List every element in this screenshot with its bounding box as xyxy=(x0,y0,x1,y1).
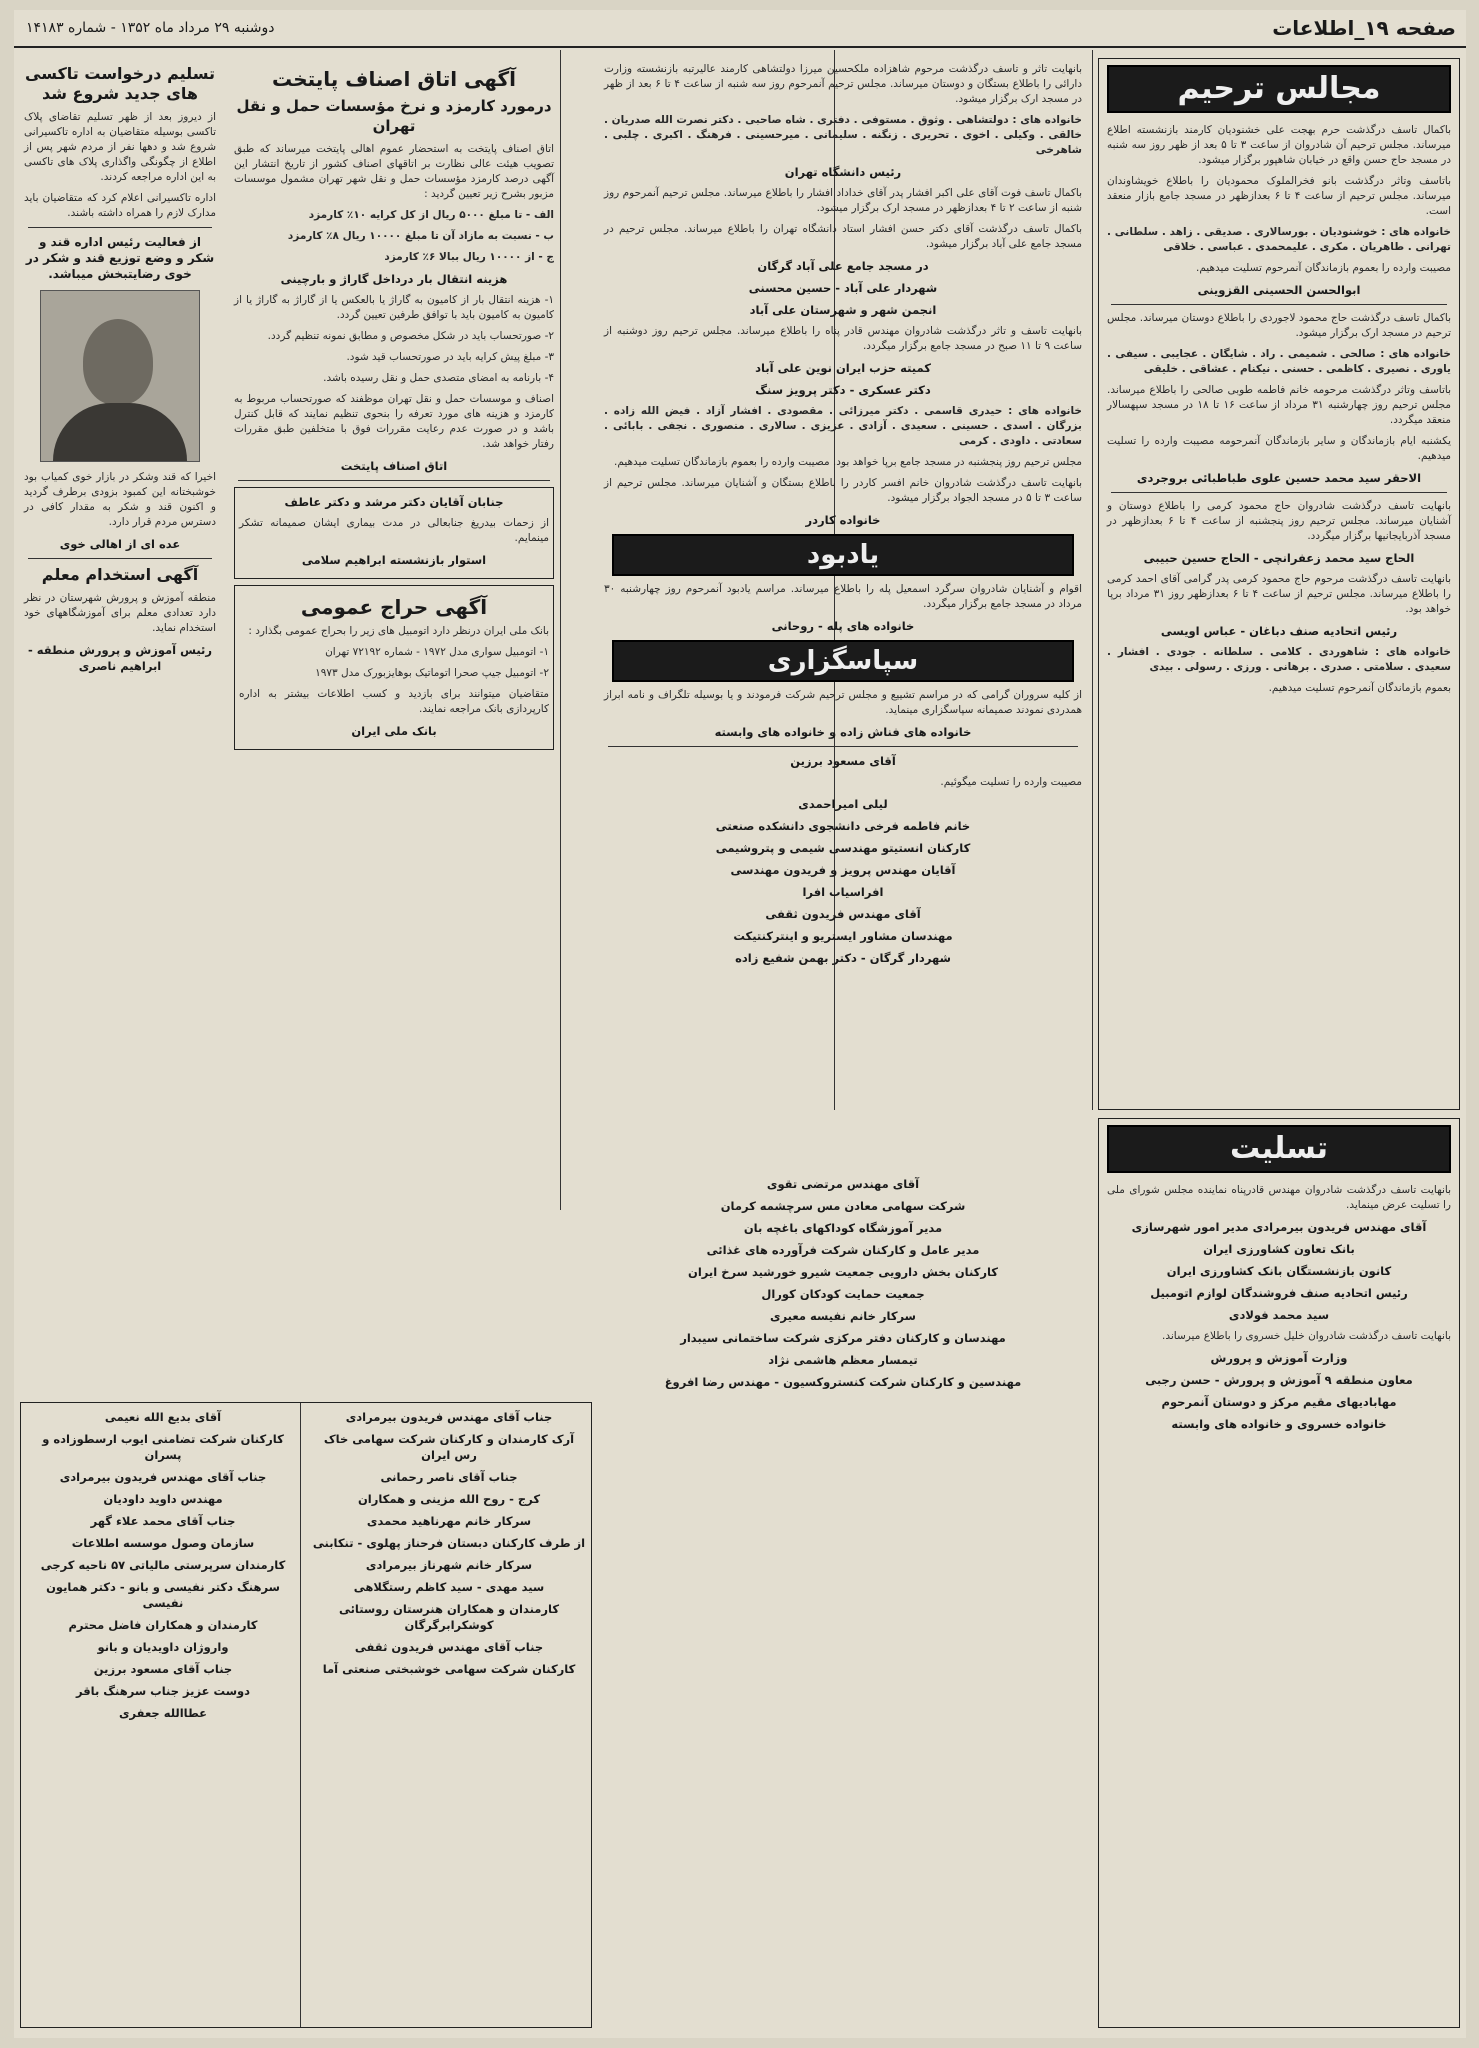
signer-name: معاون منطقه ۹ آموزش و پرورش - حسن رجبی xyxy=(1145,1373,1413,1387)
condolence-left-list xyxy=(25,1407,301,1727)
news-text: اداره تاکسیرانی اعلام کرد که متقاضیان باید مدارک لازم را همراه داشته باشند. xyxy=(24,192,216,219)
notice: بانهایت تاسف درگذشت شادروان مهندس قادرپناه نماینده مجلس شورای ملی را تسلیت عرض مینماید. xyxy=(1107,1184,1451,1211)
notice: اقوام و آشنایان شادروان سرگرد اسمعیل پله را باطلاع میرساند. مراسم یادبود آنمرحوم روز چهارشنبه ۳۰ مرداد در مسجد جامع برگزار میگردد. xyxy=(604,583,1082,610)
list-item: جناب آقای مهندس فریدون بیرمرادی xyxy=(345,1410,553,1424)
notice: اصناف و موسسات حمل و نقل تهران موظفند که صورتحساب مربوط به کارمزد و هزینه های مورد تعرفه را بنحوی تنظیم نمایند که قابل کنترل باشد و در صورت عدم رعایت مقررات فوق با متخلفین طبق مقررات رفتار خواهد شد. xyxy=(234,393,554,450)
list-item: جناب آقای ناصر رحمانی xyxy=(380,1470,518,1484)
list-item: آقای مسعود برزین xyxy=(790,754,896,768)
news-text: از دیروز بعد از ظهر تسلیم تقاضای پلاک تاکسی بوسیله متقاضیان به اداره تاکسیرانی شروع شد و دهها نفر از مردم شهر پس از اطلاع از چگونگی واگذاری پلاک های تاکسی به این اداره مراجعه کردند. xyxy=(24,111,216,183)
list-item: مهندسان مشاور ایستریو و اینترکنتیکت xyxy=(733,929,953,943)
guild-notice-column xyxy=(228,58,560,1388)
guild-notice-title: آگهی اتاق اصناف پایتخت xyxy=(272,67,516,91)
family-list: خانواده های : خوشنودیان . بورسالاری . صدیقی . زاهد . سلطانی . تهرانی . طاهریان . مکری . علیمحمدی . عباسی . خلاقی xyxy=(1107,226,1451,253)
condolence-column xyxy=(1098,1118,1460,2028)
list-item: سازمان وصول موسسه اطلاعات xyxy=(71,1536,255,1550)
list-item: سرکار خانم نفیسه معیری xyxy=(769,1309,916,1323)
portrait-photo xyxy=(40,290,200,462)
signer-name: استوار بازنشسته ابراهیم سلامی xyxy=(301,553,487,567)
list-item: آرک کارمندان و کارکنان شرکت سهامی خاک رس ایران xyxy=(323,1432,575,1462)
signer-name: بانک ملی ایران xyxy=(351,724,437,738)
signer-name: رئیس دانشگاه تهران xyxy=(784,165,902,179)
notice: باتاسف وتاثر درگذشت مرحومه خانم فاطمه طوبی صالحی را باطلاع میرساند. مجلس ترحیم روز چهارشنبه ۳۱ مرداد از ساعت ۱۶ تا ۱۸ در مسجد سپهسالار منعقد میگردد. xyxy=(1107,384,1451,426)
list-item: جناب آقای مهندس فریدون ثقفی xyxy=(354,1640,544,1654)
signer-name: خانواده های پله - روحانی xyxy=(771,619,915,633)
gratitude-heading: سپاسگزاری xyxy=(612,640,1074,682)
list-item: جناب آقای محمد علاء گهر xyxy=(90,1514,236,1528)
signer-name: شهردار علی آباد - حسین محسنی xyxy=(748,281,938,295)
list-item: تیمسار معظم هاشمی نژاد xyxy=(768,1353,918,1367)
signer-name: رئیس اتحادیه صنف دباغان - عباس اویسی xyxy=(1160,624,1398,638)
notice: اتاق اصناف پایتخت به استحضار عموم اهالی پایتخت میرساند که طبق تصویب هیئت عالی نظارت بر اتاقهای اصناف کشور از تاریخ انتشار این آگهی درصد کارمزد مؤسسات حمل و نقل شهر تهران مشمول موسسات مزبور بشرح زیر تعیین گردید : xyxy=(234,143,554,200)
notice: بانهایت تاسف درگذشت شادروان حاج محمود کرمی را باطلاع دوستان و آشنایان میرساند. مجلس ترحیم روز پنجشنبه از ساعت ۴ تا ۶ بعدازظهر در مسجد آذربایجانیها برگزار میگردد. xyxy=(1107,500,1451,542)
obituaries-column xyxy=(1098,58,1460,1110)
notices-column xyxy=(598,58,1088,1158)
signer-name: کمیته حزب ایران نوین علی آباد xyxy=(755,361,931,375)
list-item: جناب آقای مهندس فریدون بیرمرادی xyxy=(59,1470,267,1484)
memorial-heading: یادبود xyxy=(612,534,1074,576)
notice: ۳- مبلغ پیش کرایه باید در صورتحساب قید شود. xyxy=(346,351,554,363)
list-item: کارمندان و همکاران هنرستان روستائی کوشکرابرگرگان xyxy=(338,1602,560,1632)
notice: ۱- اتومبیل سواری مدل ۱۹۷۲ - شماره ۷۲۱۹۲ تهران xyxy=(325,646,549,658)
page-label: صفحه ۱۹_اطلاعات xyxy=(1272,16,1456,40)
list-item: کرج - روح الله مزینی و همکاران xyxy=(357,1492,541,1506)
list-item: جمعیت حمایت کودکان کورال xyxy=(761,1287,925,1301)
condolence-bottom-box xyxy=(20,1402,592,2028)
notice: مصیبت وارده را بعموم بازماندگان آنمرحوم تسلیت میدهیم. xyxy=(1195,262,1451,274)
list-item: سرکار خانم مهرناهید محمدی xyxy=(366,1514,532,1528)
news-text: منطقه آموزش و پرورش شهرستان در نظر دارد تعدادی معلم برای آموزشگاههای خود استخدام نماید. xyxy=(24,592,216,634)
list-item: کارمندان و همکاران فاضل محترم xyxy=(68,1618,258,1632)
notice: بانک ملی ایران درنظر دارد اتومبیل های زیر را بحراج عمومی بگذارد : xyxy=(248,625,549,637)
list-item: مهندس داوید داودیان xyxy=(103,1492,223,1506)
list-item: شهردار گرگان - دکتر بهمن شفیع زاده xyxy=(735,951,951,965)
signer-name: مهابادیهای مقیم مرکز و دوستان آنمرحوم xyxy=(1161,1395,1397,1409)
column-divider xyxy=(560,50,561,1210)
signer-name: خانواده کاردر xyxy=(805,513,881,527)
news-title: تسلیم درخواست تاکسی های جدید شروع شد xyxy=(25,64,215,103)
date-line: دوشنبه ۲۹ مرداد ماه ۱۳۵۲ - شماره ۱۴۱۸۳ xyxy=(26,20,275,36)
signer-name: الاحقر سید محمد حسین علوی طباطبائی بروجردی xyxy=(1136,471,1422,485)
signer-name: خانواده خسروی و خانواده های وابسته xyxy=(1171,1417,1387,1431)
list-item: آقای مهندس مرتضی تقوی xyxy=(766,1177,920,1191)
notice: متقاضیان میتوانند برای بازدید و کسب اطلاعات بیشتر به اداره کارپردازی بانک مراجعه نمایند. xyxy=(239,688,549,715)
notice: بانهایت تاسف درگذشت شادروان خلیل خسروی را باطلاع میرساند. xyxy=(1162,1330,1451,1342)
list-item: سرهنگ دکتر نفیسی و بانو - دکتر همایون نفیسی xyxy=(46,1580,280,1610)
condolence-mid-column xyxy=(598,1170,1088,2026)
notice: بانهایت تاسف درگذشت شادروان خانم افسر کاردر را باطلاع بستگان و آشنایان میرساند. مجلس ترحیم از ساعت ۳ تا ۵ در مسجد الجواد برگزار میشود. xyxy=(604,477,1082,504)
list-item: خانم فاطمه فرخی دانشجوی دانشکده صنعتی xyxy=(715,819,971,833)
list-item: کارمندان سرپرستی مالیاتی ۵۷ ناحیه کرجی xyxy=(40,1558,286,1572)
divider xyxy=(28,558,212,559)
notice: باکمال تاسف درگذشت حرم بهجت علی خشنودیان کارمند بازنشسته اطلاع میرساند. مجلس ترحیم آن شادروان از ساعت ۳ تا ۵ بعد از ظهر روز سه شنبه در مسجد حاج حسن واقع در خیابان شاهپور برگزار میشود. xyxy=(1107,124,1452,166)
list-item: آقای مهندس فریدون ثقفی xyxy=(765,907,921,921)
signer-name: دکتر عسکری - دکتر پرویز سنگ xyxy=(755,383,931,397)
family-list: خانواده های : شاهوردی . کلامی . سلطانه . جودی . افشار . سعیدی . سلامتی . صدری . برهانی . ورزی . رسولی . بیدی xyxy=(1107,646,1451,673)
notice: ۲- صورتحساب باید در شکل مخصوص و مطابق نمونه تنظیم گردد. xyxy=(267,330,554,342)
notice: ۱- هزینه انتقال بار از کامیون به گاراژ یا بالعکس یا از گاراژ به گاراژ یا از کامیون به کامیون باید با توافق طرفین تعیین گردد. xyxy=(234,294,554,321)
signer-name: عده ای از اهالی خوی xyxy=(59,537,181,551)
notice: ۲- اتومبیل جیپ صحرا اتوماتیک بوهایزبورک مدل ۱۹۷۳ xyxy=(315,667,549,679)
list-item: لیلی امیراحمدی xyxy=(798,797,888,811)
notice: بانهایت تاثر و تاسف درگذشت مرحوم شاهزاده ملکحسین میرزا دولتشاهی کارمند عالیرتبه بازنشسته وزارت دارائی را باطلاع بستگان و دوستان میرساند. مجلس ترحیم آنمرحوم روز سه شنبه از ساعت ۴ تا ۶ بعد از ظهر در مسجد ارک برگزار میشود. xyxy=(604,63,1083,105)
list-item: کارکنان شرکت تضامنی ایوب ارسطوزاده و پسران xyxy=(42,1432,284,1462)
thanks-title: جنابان آقایان دکتر مرشد و دکتر عاطف xyxy=(284,495,504,509)
notice: مجلس ترحیم روز پنجشنبه در مسجد جامع برپا خواهد بود. مصیبت وارده را بعموم بازماندگان تسلیت میدهیم. xyxy=(614,456,1082,468)
divider xyxy=(1111,492,1447,493)
notice: بعموم بازماندگان آنمرحوم تسلیت میدهیم. xyxy=(1268,682,1451,694)
notice: بانهایت تاسف و تاثر درگذشت شادروان مهندس قادر پناه را باطلاع میرساند. مجلس ترحیم روز دوشنبه از ساعت ۹ تا ۱۱ صبح در مسجد جامع برگزار میگردد. xyxy=(604,325,1082,352)
condolence-right-list xyxy=(311,1407,587,1683)
notice: ۴- بارنامه به امضای متصدی حمل و نقل رسیده باشد. xyxy=(323,372,554,384)
notice: یکشنبه ایام بازماندگان و سایر بازماندگان آنمرحومه مصیبت وارده را تسلیت میدهیم. xyxy=(1107,435,1451,462)
portrait-head xyxy=(83,319,153,405)
guild-notice-subtitle: درمورد کارمزد و نرخ مؤسسات حمل و نقل تهران xyxy=(236,97,552,135)
list-item: واروژان داویدیان و بانو xyxy=(97,1640,229,1654)
list-item: مهندسین و کارکنان شرکت کنستروکسیون - مهندس رضا افروغ xyxy=(664,1375,1022,1389)
list-item: عطاالله جعفری xyxy=(118,1706,208,1720)
rate-line: ب - نسبت به مازاد آن تا مبلغ ۱۰۰۰۰ ریال ۸٪ کارمزد xyxy=(287,230,554,242)
news-title: از فعالیت رئیس اداره قند و شکر و وضع توزیع قند و شکر در خوی رضایتبخش میباشد. xyxy=(25,235,215,281)
list-item: مهندسان و کارکنان دفتر مرکزی شرکت ساختمانی سیبدار xyxy=(680,1331,1006,1345)
list-item: آقای بدیع الله نعیمی xyxy=(104,1410,222,1424)
notice: از کلیه سروران گرامی که در مراسم تشییع و مجلس ترحیم شرکت فرمودند و یا بوسیله تلگراف و نامه ابراز همدردی نمودند صمیمانه سپاسگزاری مینماید. xyxy=(604,689,1082,716)
signer-name: رئیس اتحادیه صنف فروشندگان لوازم اتومبیل xyxy=(1150,1286,1408,1300)
family-list: خانواده های : حیدری قاسمی . دکتر میرزائی . مقصودی . افشار آزاد . فیض الله زاده . بزرگان . اسدی . حسینی . سعیدی . آزادی . عزیزی . سالاری . منصوری . نجفی . بابائی . سعادتی . داودی . کرمی xyxy=(604,405,1082,447)
signer-name: انجمن شهر و شهرستان علی آباد xyxy=(749,303,937,317)
teacher-ad-title: آگهی استخدام معلم xyxy=(41,565,199,584)
notice: باکمال تاسف درگذشت حاج محمود لاجوردی را باطلاع دوستان میرساند. مجلس ترحیم در مسجد ارک برگزار میشود. xyxy=(1107,312,1451,339)
family-list: خانواده های : دولتشاهی . وثوق . مستوفی . دفتری . شاه صاحبی . دکتر نصرت الله صدریان . خالقی . وکیلی . اخوی . تحریری . زنگنه . سلیمانی . میرحسینی . فرهنگ . اکبری . چلبی . شاهرخی xyxy=(604,114,1082,156)
list-item: افراسیاب افرا xyxy=(802,885,884,899)
list-item: مدیر عامل و کارکنان شرکت فرآورده های غذائی xyxy=(706,1243,980,1257)
signer-name: بانک تعاون کشاورزی ایران xyxy=(1203,1242,1355,1256)
portrait-body xyxy=(53,403,187,461)
list-item: سید مهدی - سید کاظم رستگلاهی xyxy=(353,1580,545,1594)
thanks-box xyxy=(234,487,554,579)
news-column xyxy=(20,58,220,1388)
signer-name: سید محمد فولادی xyxy=(1228,1308,1330,1322)
list-item: شرکت سهامی معادن مس سرچشمه کرمان xyxy=(720,1199,966,1213)
signer-name: در مسجد جامع علی آباد گرگان xyxy=(757,259,929,273)
list-item: کارکنان بخش دارویی جمعیت شیرو خورشید سرخ ایران xyxy=(688,1265,998,1279)
notice: باتاسف وتاثر درگذشت بانو فخرالملوک محمودیان را باطلاع خویشاوندان میرساند. مجلس ترحیم از ساعت ۴ تا ۶ بعدازظهر در مسجد جامع بازار منعقد است. xyxy=(1107,175,1452,217)
divider xyxy=(608,746,1078,747)
signer-name: الحاج سید محمد زعفرانچی - الحاج حسین حبیبی xyxy=(1143,551,1415,565)
obituaries-heading: مجالس ترحیم xyxy=(1107,65,1451,113)
signer-name: وزارت آموزش و پرورش xyxy=(1210,1351,1348,1365)
column-divider xyxy=(1092,50,1093,1110)
divider xyxy=(28,227,212,228)
signer-name: خانواده های فناش زاده و خانواده های وابسته xyxy=(714,725,972,739)
newspaper-page xyxy=(14,10,1466,2038)
list-item: کارکنان انستیتو مهندسی شیمی و پتروشیمی xyxy=(715,841,971,855)
auction-box xyxy=(234,585,554,750)
family-list: خانواده های : صالحی . شمیمی . راد . شایگان . عجایبی . سیفی . یاوری . نصیری . کاظمی . حسنی . نیکنام . عشاقی . خلیقی xyxy=(1107,348,1451,375)
notice: باکمال تاسف درگذشت آقای دکتر حسن افشار استاد دانشگاه تهران را باطلاع میرساند. مجلس ترحیم در مسجد جامع علی آباد برگزار میشود. xyxy=(604,223,1082,250)
page-header xyxy=(14,10,1466,48)
list-item: دوست عزیز جناب سرهنگ باقر xyxy=(75,1684,251,1698)
news-text: اخیرا که قند وشکر در بازار خوی کمیاب بود خوشبختانه این کمبود بزودی برطرف گردید و اکنون قند و شکر به مقدار کافی در دسترس مردم قرار دارد. xyxy=(24,471,216,528)
condolence-heading: تسلیت xyxy=(1107,1125,1451,1173)
signer-name: ابوالحسن الحسینی القزوینی xyxy=(1197,283,1361,297)
list-item: مدیر آموزشگاه کوداکهای باغچه بان xyxy=(743,1221,943,1235)
signer-name: آقای مهندس فریدون بیرمرادی مدیر امور شهرسازی xyxy=(1131,1220,1427,1234)
rate-line: ج - از ۱۰۰۰۰ ریال ببالا ۶٪ کارمزد xyxy=(384,251,554,263)
list-item: کارکنان شرکت سهامی خوشبختی صنعتی آما xyxy=(322,1662,576,1676)
auction-title: آگهی حراج عمومی xyxy=(300,595,488,619)
signer-name: اتاق اصناف پایتخت xyxy=(340,459,448,473)
notice: از زحمات بیدریغ جنابعالی در مدت بیماری ایشان صمیمانه تشکر مینمایم. xyxy=(239,517,549,544)
notice: بانهایت تاسف درگذشت مرحوم حاج محمود کرمی پدر گرامی آقای احمد کرمی را باطلاع میرساند. مجلس ترحیم از ساعت ۴ تا ۶ بعدازظهر روز ۳۱ مرداد برپا خواهد بود. xyxy=(1107,573,1452,615)
list-item: مصیبت وارده را تسلیت میگوئیم. xyxy=(940,776,1082,788)
list-item: جناب آقای مسعود برزین xyxy=(93,1662,233,1676)
list-item: از طرف کارکنان دبستان فرحناز پهلوی - تنکابنی xyxy=(312,1536,586,1550)
rate-line: الف - تا مبلغ ۵۰۰۰ ریال از کل کرایه ۱۰٪ کارمزد xyxy=(308,209,554,221)
divider xyxy=(238,480,550,481)
list-item: آقایان مهندس پرویز و فریدون مهندسی xyxy=(730,863,956,877)
section-subhead: هزینه انتقال بار درداخل گاراژ و بارچینی xyxy=(280,272,508,286)
list-item: سرکار خانم شهرناز بیرمرادی xyxy=(365,1558,533,1572)
notice: باکمال تاسف فوت آقای علی اکبر افشار پدر آقای خداداد افشار را باطلاع میرساند. مجلس ترحیم آنمرحوم روز شنبه از ساعت ۲ تا ۴ بعدازظهر در مسجد ارک برگزار میشود. xyxy=(604,187,1082,214)
signer-name: رئیس آموزش و پرورش منطقه - ابراهیم ناصری xyxy=(28,643,212,673)
divider xyxy=(1111,304,1447,305)
signer-name: کانون بازنشستگان بانک کشاورزی ایران xyxy=(1166,1264,1392,1278)
